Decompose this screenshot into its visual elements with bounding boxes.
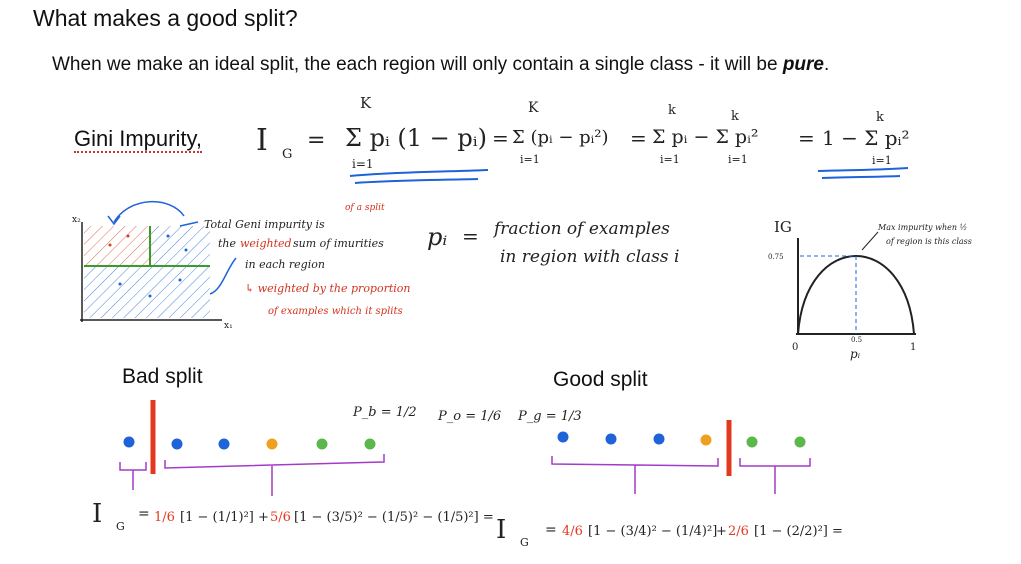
annot-line2a: the: [218, 237, 237, 250]
formula-eq-4: =: [798, 126, 815, 150]
prob-blue: P_b = 1/2: [353, 405, 417, 420]
region-blue-top: [150, 226, 210, 266]
formula-eq-1: =: [307, 128, 326, 153]
parabola-origin: 0: [792, 342, 799, 353]
good-dot-1: [558, 432, 569, 443]
annot-weighted-2: of examples which it splits: [268, 306, 403, 317]
pi-line1: fraction of examples: [494, 219, 670, 239]
bad-plus: +: [258, 510, 269, 525]
bad-w1: 1/6: [154, 510, 175, 525]
good-w1: 4/6: [562, 524, 583, 539]
bad-part2: [1 − (3/5)² − (1/5)² − (1/5)²] =: [294, 510, 494, 525]
scatter-y-label: x₂: [72, 215, 81, 225]
pt-blue-4: [149, 295, 152, 298]
term3-upper-1: k: [668, 103, 676, 118]
pi-definition: [427, 219, 679, 267]
max-note-arrow: [862, 232, 878, 250]
parabola-y-tick: 0.75: [768, 253, 784, 261]
formula-lhs-sub: G: [282, 147, 293, 162]
good-eq: =: [545, 522, 557, 538]
bad-brace-left: [120, 462, 146, 490]
term2: Σ (pᵢ − pᵢ²): [512, 127, 609, 148]
bad-dot-4: [267, 439, 278, 450]
term1-lower: i=1: [352, 157, 374, 171]
bad-split-formula: [92, 499, 494, 533]
class-probabilities: [352, 405, 582, 424]
good-dot-5: [747, 437, 758, 448]
annot-line1: Total Geni impurity is: [204, 218, 325, 231]
parabola-x-mid: 0.5: [851, 336, 863, 344]
formula-eq-2: =: [492, 126, 509, 150]
term3-lower-1: i=1: [660, 153, 680, 166]
bad-split-label: Bad split: [122, 365, 203, 388]
formula-lhs: I: [256, 123, 268, 158]
good-dot-6: [795, 437, 806, 448]
good-brace-left: [552, 456, 718, 494]
pi-line2: in region with class i: [500, 247, 680, 267]
bad-dot-3: [219, 439, 230, 450]
annot-line3: in each region: [245, 258, 325, 271]
good-split-diagram: [552, 420, 810, 494]
good-dot-3: [654, 434, 665, 445]
impurity-parabola: [768, 218, 972, 361]
region-red: [84, 226, 150, 266]
parabola-x-max: 1: [910, 342, 917, 353]
term3-lower-2: i=1: [728, 153, 748, 166]
arrow-to-region: [180, 222, 198, 226]
parabola-x-label: pᵢ: [850, 347, 861, 361]
good-split-label: Good split: [553, 368, 648, 391]
good-part2: [1 − (2/2)²] =: [754, 524, 843, 539]
good-lhs-sub: G: [520, 536, 529, 549]
term1-upper: K: [360, 94, 372, 112]
prob-orange: P_o = 1/6: [438, 409, 502, 424]
term4-lower: i=1: [872, 154, 892, 167]
term3-upper-2: k: [731, 109, 739, 124]
bad-dot-5: [317, 439, 328, 450]
pi-eq: =: [462, 224, 479, 248]
good-plus: +: [716, 524, 727, 539]
term4: 1 − Σ pᵢ²: [822, 126, 910, 150]
bad-dot-1: [124, 437, 135, 448]
page-title: What makes a good split?: [33, 5, 298, 31]
max-note-2: of region is this class: [886, 237, 972, 246]
term2-upper: K: [528, 100, 539, 116]
pt-blue-5: [179, 279, 182, 282]
good-split-formula: [496, 515, 843, 549]
good-part1: [1 − (3/4)² − (1/4)²]: [588, 524, 718, 539]
good-dot-4: [701, 435, 712, 446]
term1: Σ pᵢ (1 − pᵢ): [345, 124, 487, 152]
bad-dot-6: [365, 439, 376, 450]
gini-label-text: Gini Impurity,: [74, 126, 202, 151]
bad-part1: [1 − (1/1)²]: [180, 510, 254, 525]
pt-blue-2: [185, 249, 188, 252]
pt-red-1: [109, 244, 112, 247]
annot-weighted-1: ↳ weighted by the proportion: [245, 282, 411, 295]
subtitle-emphasis: pure: [782, 54, 824, 75]
term3: Σ pᵢ − Σ pᵢ²: [652, 126, 759, 148]
arrow-head-1: [108, 216, 120, 224]
bad-w2: 5/6: [270, 510, 291, 525]
region-blue-bottom: [84, 266, 210, 318]
good-brace-right: [740, 458, 810, 494]
pi-symbol: pᵢ: [427, 223, 448, 251]
formula-eq-3: =: [630, 126, 647, 150]
underline-2b: [822, 176, 900, 178]
annot-line2c: sum of imurities: [293, 237, 384, 250]
max-note-1: Max impurity when ½: [878, 223, 968, 232]
subtitle-end: .: [824, 54, 830, 75]
term2-lower: i=1: [520, 153, 540, 166]
prob-green: P_g = 1/3: [518, 409, 582, 424]
bad-eq: =: [138, 506, 150, 522]
annot-of-split: of a split: [345, 203, 385, 213]
underline-2a: [818, 168, 908, 171]
good-lhs: I: [496, 515, 507, 545]
good-dot-2: [606, 434, 617, 445]
term4-upper: k: [876, 110, 884, 125]
arrow-arc: [114, 202, 184, 222]
pt-red-2: [127, 235, 130, 238]
pt-blue-1: [167, 235, 170, 238]
scatter-x-label: x₁: [224, 321, 233, 331]
annot-line2b: weighted: [240, 237, 292, 250]
good-w2: 2/6: [728, 524, 749, 539]
parabola-y-label: IG: [774, 218, 792, 236]
gini-formula: [256, 94, 910, 183]
bad-dot-2: [172, 439, 183, 450]
bad-lhs: I: [92, 499, 103, 529]
subtitle-text: When we make an ideal split, the each region will only contain a single class - it will be: [52, 54, 783, 75]
pt-blue-3: [119, 283, 122, 286]
bad-lhs-sub: G: [116, 520, 125, 533]
bad-split-diagram: [120, 400, 384, 496]
arrow-to-region-2: [210, 258, 236, 294]
underline-1b: [355, 179, 478, 183]
bad-brace-right: [165, 454, 384, 496]
